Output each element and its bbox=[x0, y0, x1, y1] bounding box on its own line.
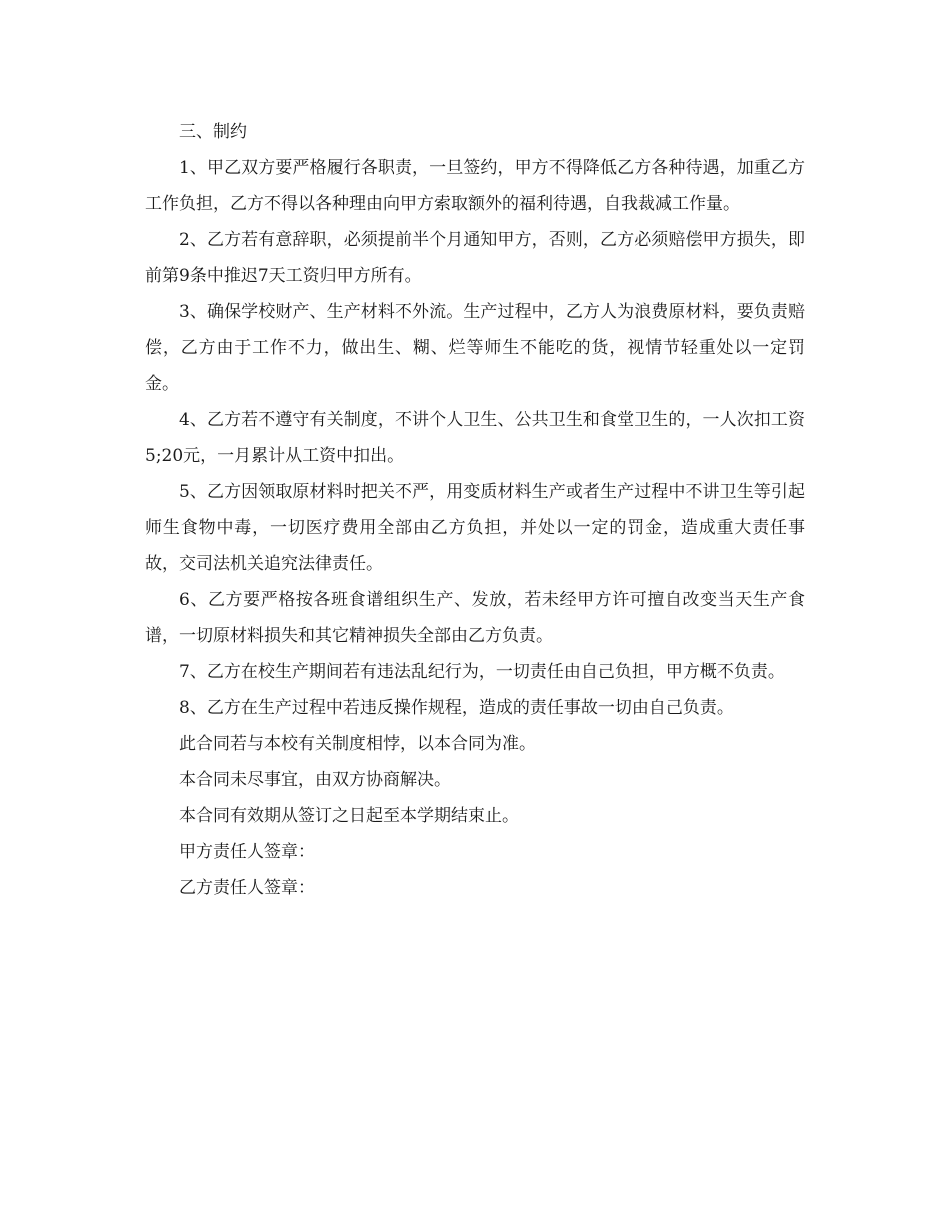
clause-3: 3、确保学校财产、生产材料不外流。生产过程中，乙方人为浪费原材料，要负责赔偿，乙方由于工作不力，做出生、糊、烂等师生不能吃的货，视情节轻重处以一定罚金。 bbox=[145, 302, 805, 394]
document-body bbox=[145, 114, 805, 906]
clause-6: 6、乙方要严格按各班食谱组织生产、发放，若未经甲方许可擅自改变当天生产食谱，一切原材料损失和其它精神损失全部由乙方负责。 bbox=[145, 590, 805, 646]
clause-2: 2、乙方若有意辞职，必须提前半个月通知甲方，否则，乙方必须赔偿甲方损失，即前第9条中推迟7天工资归甲方所有。 bbox=[145, 230, 805, 286]
party-a-signature-line: 甲方责任人签章： bbox=[179, 842, 315, 862]
clause-4: 4、乙方若不遵守有关制度，不讲个人卫生、公共卫生和食堂卫生的，一人次扣工资5;20元，一月累计从工资中扣出。 bbox=[145, 410, 805, 466]
clause-7: 7、乙方在校生产期间若有违法乱纪行为，一切责任由自己负担，甲方概不负责。 bbox=[179, 662, 785, 682]
closing-validity-period: 本合同有效期从签订之日起至本学期结束止。 bbox=[179, 806, 519, 826]
section-heading: 三、制约 bbox=[179, 122, 247, 142]
party-b-signature-line: 乙方责任人签章： bbox=[179, 878, 315, 898]
clause-8: 8、乙方在生产过程中若违反操作规程，造成的责任事故一切由自己负责。 bbox=[179, 698, 734, 718]
clause-5: 5、乙方因领取原材料时把关不严，用变质材料生产或者生产过程中不讲卫生等引起师生食物中毒，一切医疗费用全部由乙方负担，并处以一定的罚金，造成重大责任事故，交司法机关追究法律责任。 bbox=[145, 482, 805, 574]
clause-1: 1、甲乙双方要严格履行各职责，一旦签约，甲方不得降低乙方各种待遇，加重乙方工作负担，乙方不得以各种理由向甲方索取额外的福利待遇，自我裁减工作量。 bbox=[145, 158, 805, 214]
closing-precedence: 此合同若与本校有关制度相悖，以本合同为准。 bbox=[179, 734, 536, 754]
closing-unresolved-matters: 本合同未尽事宜，由双方协商解决。 bbox=[179, 770, 451, 790]
